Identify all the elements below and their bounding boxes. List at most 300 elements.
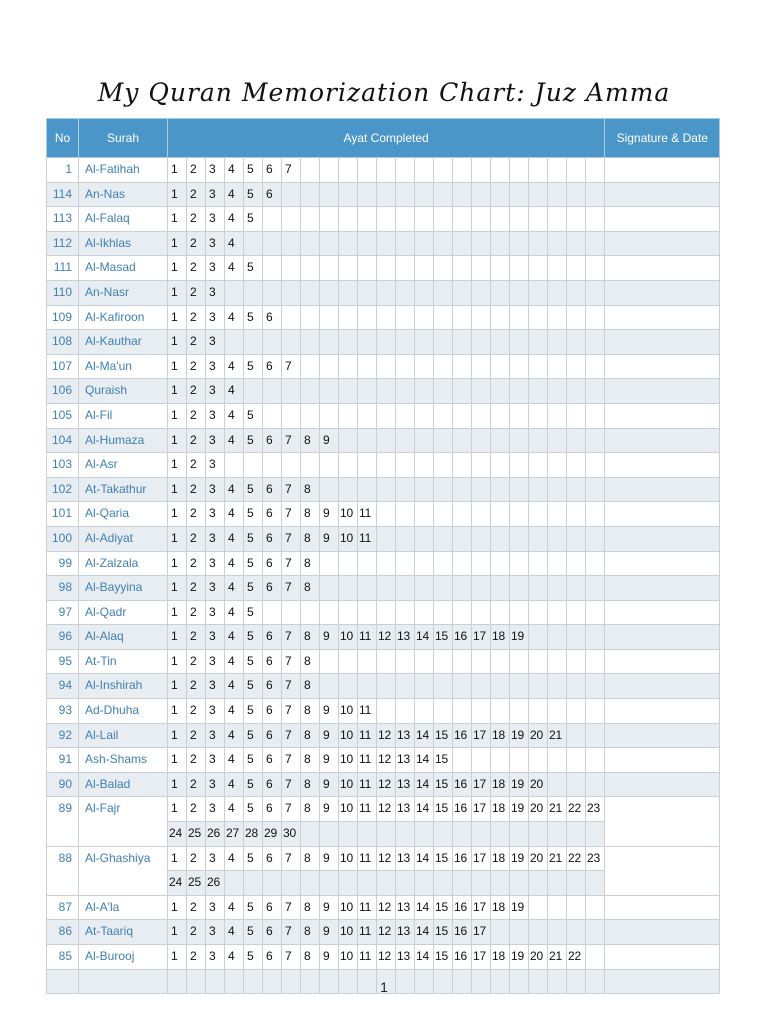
empty-ayah-cell <box>491 428 510 453</box>
empty-ayah-cell <box>548 748 567 773</box>
empty-ayah-cell <box>358 231 377 256</box>
signature-date-cell[interactable] <box>605 305 720 330</box>
table-row <box>47 280 720 305</box>
ayah-cell: 4 <box>225 576 244 601</box>
empty-ayah-cell <box>282 871 301 896</box>
ayah-cell: 1 <box>168 158 187 183</box>
empty-ayah-cell <box>529 526 548 551</box>
table-row <box>47 772 720 797</box>
surah-number: 90 <box>47 772 79 797</box>
header-no: No <box>47 119 79 158</box>
empty-ayah-cell <box>282 207 301 232</box>
surah-number: 91 <box>47 748 79 773</box>
empty-ayah-cell <box>472 330 491 355</box>
ayah-cell: 2 <box>187 428 206 453</box>
empty-ayah-cell <box>548 231 567 256</box>
empty-ayah-cell <box>548 822 567 847</box>
empty-ayah-cell <box>377 207 396 232</box>
ayah-cell: 5 <box>244 502 263 527</box>
table-row <box>47 428 720 453</box>
ayah-cell: 7 <box>282 945 301 970</box>
empty-ayah-cell <box>529 551 548 576</box>
ayah-cell: 10 <box>339 723 358 748</box>
empty-ayah-cell <box>282 330 301 355</box>
ayah-cell: 4 <box>225 526 244 551</box>
ayah-cell: 2 <box>187 477 206 502</box>
empty-ayah-cell <box>225 453 244 478</box>
empty-ayah-cell <box>358 453 377 478</box>
ayah-cell: 8 <box>301 797 320 822</box>
surah-name: Al-Kauthar <box>79 330 168 355</box>
ayah-cell: 5 <box>244 305 263 330</box>
empty-ayah-cell <box>415 207 434 232</box>
ayah-cell: 2 <box>187 920 206 945</box>
empty-ayah-cell <box>491 699 510 724</box>
empty-ayah-cell <box>529 330 548 355</box>
page-title: My Quran Memorization Chart: Juz Amma <box>97 78 671 107</box>
surah-number: 113 <box>47 207 79 232</box>
signature-date-cell[interactable] <box>605 477 720 502</box>
empty-ayah-cell <box>377 231 396 256</box>
surah-name: An-Nasr <box>79 280 168 305</box>
empty-ayah-cell <box>586 379 605 404</box>
ayah-cell: 3 <box>206 600 225 625</box>
table-row <box>47 231 720 256</box>
ayah-cell: 19 <box>510 723 529 748</box>
ayah-cell: 9 <box>320 797 339 822</box>
ayah-cell: 4 <box>225 354 244 379</box>
empty-ayah-cell <box>339 330 358 355</box>
empty-ayah-cell <box>396 428 415 453</box>
surah-name: Al-Alaq <box>79 625 168 650</box>
ayah-cell: 1 <box>168 945 187 970</box>
surah-name: Al-Fatihah <box>79 158 168 183</box>
ayah-cell: 10 <box>339 625 358 650</box>
ayah-cell: 4 <box>225 649 244 674</box>
ayah-cell: 9 <box>320 920 339 945</box>
empty-ayah-cell <box>567 477 586 502</box>
empty-ayah-cell <box>567 280 586 305</box>
empty-ayah-cell <box>548 182 567 207</box>
empty-ayah-cell <box>415 256 434 281</box>
ayah-cell: 3 <box>206 649 225 674</box>
ayah-cell: 2 <box>187 748 206 773</box>
empty-ayah-cell <box>377 182 396 207</box>
ayah-cell: 17 <box>472 846 491 871</box>
signature-date-cell[interactable] <box>605 699 720 724</box>
empty-ayah-cell <box>320 576 339 601</box>
ayah-cell: 24 <box>168 822 187 847</box>
empty-ayah-cell <box>434 453 453 478</box>
signature-date-cell[interactable] <box>605 748 720 773</box>
empty-ayah-cell <box>586 403 605 428</box>
empty-ayah-cell <box>586 748 605 773</box>
empty-ayah-cell <box>453 280 472 305</box>
surah-name: Al-Burooj <box>79 945 168 970</box>
empty-ayah-cell <box>510 379 529 404</box>
empty-ayah-cell <box>453 207 472 232</box>
signature-date-cell[interactable] <box>605 920 720 945</box>
empty-ayah-cell <box>244 330 263 355</box>
ayah-cell: 16 <box>453 772 472 797</box>
signature-date-cell[interactable] <box>605 846 720 895</box>
empty-ayah-cell <box>472 403 491 428</box>
ayah-cell: 17 <box>472 797 491 822</box>
ayah-cell: 5 <box>244 748 263 773</box>
empty-ayah-cell <box>548 772 567 797</box>
empty-ayah-cell <box>434 158 453 183</box>
ayah-cell: 13 <box>396 920 415 945</box>
surah-number: 101 <box>47 502 79 527</box>
ayah-cell: 1 <box>168 649 187 674</box>
signature-date-cell[interactable] <box>605 256 720 281</box>
ayah-cell: 15 <box>434 797 453 822</box>
ayah-cell: 9 <box>320 625 339 650</box>
empty-ayah-cell <box>510 526 529 551</box>
empty-ayah-cell <box>396 576 415 601</box>
signature-date-cell[interactable] <box>605 158 720 183</box>
empty-ayah-cell <box>453 871 472 896</box>
empty-ayah-cell <box>339 822 358 847</box>
empty-ayah-cell <box>586 895 605 920</box>
empty-ayah-cell <box>301 403 320 428</box>
surah-number: 112 <box>47 231 79 256</box>
empty-ayah-cell <box>510 576 529 601</box>
empty-ayah-cell <box>358 403 377 428</box>
empty-ayah-cell <box>529 477 548 502</box>
surah-name: Al-Fil <box>79 403 168 428</box>
empty-ayah-cell <box>586 330 605 355</box>
empty-ayah-cell <box>529 256 548 281</box>
empty-ayah-cell <box>301 231 320 256</box>
signature-date-cell[interactable] <box>605 403 720 428</box>
signature-date-cell[interactable] <box>605 625 720 650</box>
empty-ayah-cell <box>472 182 491 207</box>
empty-ayah-cell <box>377 330 396 355</box>
empty-ayah-cell <box>472 477 491 502</box>
ayah-cell: 15 <box>434 625 453 650</box>
empty-ayah-cell <box>472 231 491 256</box>
ayah-cell: 1 <box>168 477 187 502</box>
empty-ayah-cell <box>548 920 567 945</box>
empty-ayah-cell <box>453 600 472 625</box>
ayah-cell: 12 <box>377 846 396 871</box>
empty-ayah-cell <box>453 649 472 674</box>
ayah-cell: 7 <box>282 158 301 183</box>
signature-date-cell[interactable] <box>605 772 720 797</box>
ayah-cell: 7 <box>282 649 301 674</box>
signature-date-cell[interactable] <box>605 797 720 846</box>
empty-ayah-cell <box>529 158 548 183</box>
ayah-cell: 13 <box>396 846 415 871</box>
ayah-cell: 1 <box>168 846 187 871</box>
empty-ayah-cell <box>529 428 548 453</box>
empty-ayah-cell <box>358 428 377 453</box>
empty-ayah-cell <box>301 256 320 281</box>
ayah-cell: 6 <box>263 846 282 871</box>
ayah-cell: 7 <box>282 576 301 601</box>
ayah-cell: 6 <box>263 772 282 797</box>
empty-ayah-cell <box>567 822 586 847</box>
empty-ayah-cell <box>567 600 586 625</box>
ayah-cell: 1 <box>168 280 187 305</box>
signature-date-cell[interactable] <box>605 551 720 576</box>
empty-ayah-cell <box>415 871 434 896</box>
ayah-cell: 3 <box>206 772 225 797</box>
empty-ayah-cell <box>510 280 529 305</box>
empty-ayah-cell <box>529 822 548 847</box>
ayah-cell: 19 <box>510 625 529 650</box>
signature-date-cell[interactable] <box>605 207 720 232</box>
ayah-cell: 1 <box>168 502 187 527</box>
signature-date-cell[interactable] <box>605 600 720 625</box>
ayah-cell: 12 <box>377 748 396 773</box>
empty-ayah-cell <box>377 379 396 404</box>
empty-ayah-cell <box>548 280 567 305</box>
empty-ayah-cell <box>339 354 358 379</box>
empty-ayah-cell <box>434 576 453 601</box>
ayah-cell: 15 <box>434 748 453 773</box>
empty-ayah-cell <box>567 748 586 773</box>
ayah-cell: 2 <box>187 895 206 920</box>
ayah-cell: 14 <box>415 723 434 748</box>
ayah-cell: 19 <box>510 945 529 970</box>
ayah-cell: 3 <box>206 699 225 724</box>
ayah-cell: 16 <box>453 846 472 871</box>
empty-ayah-cell <box>472 748 491 773</box>
ayah-cell: 3 <box>206 428 225 453</box>
signature-date-cell[interactable] <box>605 453 720 478</box>
empty-ayah-cell <box>301 822 320 847</box>
ayah-cell: 6 <box>263 428 282 453</box>
empty-ayah-cell <box>320 280 339 305</box>
surah-name: Quraish <box>79 379 168 404</box>
empty-ayah-cell <box>415 576 434 601</box>
empty-ayah-cell <box>434 674 453 699</box>
table-row <box>47 576 720 601</box>
empty-ayah-cell <box>491 379 510 404</box>
signature-date-cell[interactable] <box>605 895 720 920</box>
ayah-cell: 4 <box>225 379 244 404</box>
empty-ayah-cell <box>358 256 377 281</box>
empty-ayah-cell <box>358 551 377 576</box>
empty-ayah-cell <box>339 576 358 601</box>
empty-ayah-cell <box>567 354 586 379</box>
ayah-cell: 1 <box>168 748 187 773</box>
surah-name: Al-Qaria <box>79 502 168 527</box>
ayah-cell: 18 <box>491 723 510 748</box>
empty-ayah-cell <box>529 354 548 379</box>
ayah-cell: 14 <box>415 797 434 822</box>
ayah-cell: 8 <box>301 723 320 748</box>
signature-date-cell[interactable] <box>605 649 720 674</box>
empty-ayah-cell <box>434 207 453 232</box>
ayah-cell: 2 <box>187 797 206 822</box>
empty-ayah-cell <box>586 280 605 305</box>
empty-ayah-cell <box>529 576 548 601</box>
empty-ayah-cell <box>472 551 491 576</box>
empty-ayah-cell <box>586 822 605 847</box>
ayah-cell: 6 <box>263 502 282 527</box>
empty-ayah-cell <box>396 231 415 256</box>
signature-date-cell[interactable] <box>605 428 720 453</box>
empty-ayah-cell <box>301 600 320 625</box>
ayah-cell: 1 <box>168 551 187 576</box>
ayah-cell: 18 <box>491 945 510 970</box>
ayah-cell: 1 <box>168 600 187 625</box>
signature-date-cell[interactable] <box>605 674 720 699</box>
empty-ayah-cell <box>415 158 434 183</box>
empty-ayah-cell <box>377 502 396 527</box>
empty-ayah-cell <box>548 330 567 355</box>
empty-ayah-cell <box>377 600 396 625</box>
ayah-cell: 9 <box>320 772 339 797</box>
page-number: 1 <box>380 979 388 995</box>
empty-ayah-cell <box>415 305 434 330</box>
ayah-cell: 14 <box>415 895 434 920</box>
empty-ayah-cell <box>434 428 453 453</box>
empty-ayah-cell <box>586 600 605 625</box>
ayah-cell: 3 <box>206 920 225 945</box>
empty-ayah-cell <box>567 526 586 551</box>
table-row <box>47 182 720 207</box>
ayah-cell: 5 <box>244 699 263 724</box>
empty-ayah-cell <box>548 526 567 551</box>
empty-ayah-cell <box>567 330 586 355</box>
empty-ayah-cell <box>548 428 567 453</box>
ayah-cell: 3 <box>206 551 225 576</box>
ayah-cell: 15 <box>434 895 453 920</box>
header-ayat-completed: Ayat Completed <box>168 119 605 158</box>
ayah-cell: 11 <box>358 846 377 871</box>
table-row <box>47 502 720 527</box>
empty-ayah-cell <box>472 428 491 453</box>
empty-ayah-cell <box>396 354 415 379</box>
signature-date-cell[interactable] <box>605 502 720 527</box>
empty-ayah-cell <box>586 920 605 945</box>
surah-number: 92 <box>47 723 79 748</box>
ayah-cell: 6 <box>263 674 282 699</box>
empty-ayah-cell <box>434 256 453 281</box>
ayah-cell: 2 <box>187 182 206 207</box>
ayah-cell: 15 <box>434 772 453 797</box>
surah-name: Al-Humaza <box>79 428 168 453</box>
ayah-cell: 2 <box>187 453 206 478</box>
empty-ayah-cell <box>586 699 605 724</box>
empty-ayah-cell <box>377 453 396 478</box>
ayah-cell: 1 <box>168 453 187 478</box>
empty-ayah-cell <box>548 453 567 478</box>
ayah-cell: 2 <box>187 158 206 183</box>
empty-ayah-cell <box>491 182 510 207</box>
surah-number: 95 <box>47 649 79 674</box>
ayah-cell: 2 <box>187 772 206 797</box>
empty-ayah-cell <box>548 699 567 724</box>
ayah-cell: 8 <box>301 846 320 871</box>
empty-ayah-cell <box>586 354 605 379</box>
ayah-cell: 8 <box>301 526 320 551</box>
ayah-cell: 10 <box>339 895 358 920</box>
signature-date-cell[interactable] <box>605 354 720 379</box>
empty-ayah-cell <box>415 477 434 502</box>
signature-date-cell[interactable] <box>605 182 720 207</box>
empty-ayah-cell <box>491 674 510 699</box>
signature-date-cell[interactable] <box>605 231 720 256</box>
empty-ayah-cell <box>244 871 263 896</box>
empty-ayah-cell <box>453 551 472 576</box>
ayah-cell: 14 <box>415 920 434 945</box>
empty-ayah-cell <box>491 526 510 551</box>
empty-ayah-cell <box>567 625 586 650</box>
empty-ayah-cell <box>320 674 339 699</box>
ayah-cell: 24 <box>168 871 187 896</box>
empty-ayah-cell <box>377 477 396 502</box>
empty-ayah-cell <box>453 699 472 724</box>
empty-ayah-cell <box>339 403 358 428</box>
surah-number: 114 <box>47 182 79 207</box>
ayah-cell: 14 <box>415 625 434 650</box>
empty-ayah-cell <box>415 699 434 724</box>
empty-ayah-cell <box>510 428 529 453</box>
empty-ayah-cell <box>586 576 605 601</box>
ayah-cell: 12 <box>377 772 396 797</box>
header-surah: Surah <box>79 119 168 158</box>
empty-ayah-cell <box>415 428 434 453</box>
signature-date-cell[interactable] <box>605 330 720 355</box>
ayah-cell: 28 <box>244 822 263 847</box>
ayah-cell: 11 <box>358 797 377 822</box>
ayah-cell: 5 <box>244 797 263 822</box>
ayah-cell: 5 <box>244 846 263 871</box>
ayah-cell: 7 <box>282 699 301 724</box>
signature-date-cell[interactable] <box>605 945 720 970</box>
signature-date-cell[interactable] <box>605 280 720 305</box>
empty-ayah-cell <box>339 207 358 232</box>
empty-ayah-cell <box>320 649 339 674</box>
ayah-cell: 2 <box>187 600 206 625</box>
empty-ayah-cell <box>396 822 415 847</box>
empty-ayah-cell <box>377 822 396 847</box>
ayah-cell: 2 <box>187 723 206 748</box>
empty-ayah-cell <box>282 256 301 281</box>
empty-ayah-cell <box>567 231 586 256</box>
empty-ayah-cell <box>377 280 396 305</box>
empty-ayah-cell <box>377 649 396 674</box>
empty-ayah-cell <box>396 551 415 576</box>
signature-date-cell[interactable] <box>605 576 720 601</box>
surah-name: Al-A'la <box>79 895 168 920</box>
ayah-cell: 2 <box>187 502 206 527</box>
empty-ayah-cell <box>377 158 396 183</box>
surah-number: 86 <box>47 920 79 945</box>
empty-ayah-cell <box>510 403 529 428</box>
empty-ayah-cell <box>586 477 605 502</box>
ayah-cell: 5 <box>244 158 263 183</box>
surah-number: 94 <box>47 674 79 699</box>
empty-ayah-cell <box>529 920 548 945</box>
ayah-cell: 4 <box>225 158 244 183</box>
signature-date-cell[interactable] <box>605 723 720 748</box>
empty-ayah-cell <box>548 576 567 601</box>
ayah-cell: 5 <box>244 428 263 453</box>
signature-date-cell[interactable] <box>605 526 720 551</box>
signature-date-cell[interactable] <box>605 379 720 404</box>
ayah-cell: 7 <box>282 428 301 453</box>
empty-ayah-cell <box>358 871 377 896</box>
empty-ayah-cell <box>320 453 339 478</box>
ayah-cell: 2 <box>187 846 206 871</box>
table-row <box>47 453 720 478</box>
